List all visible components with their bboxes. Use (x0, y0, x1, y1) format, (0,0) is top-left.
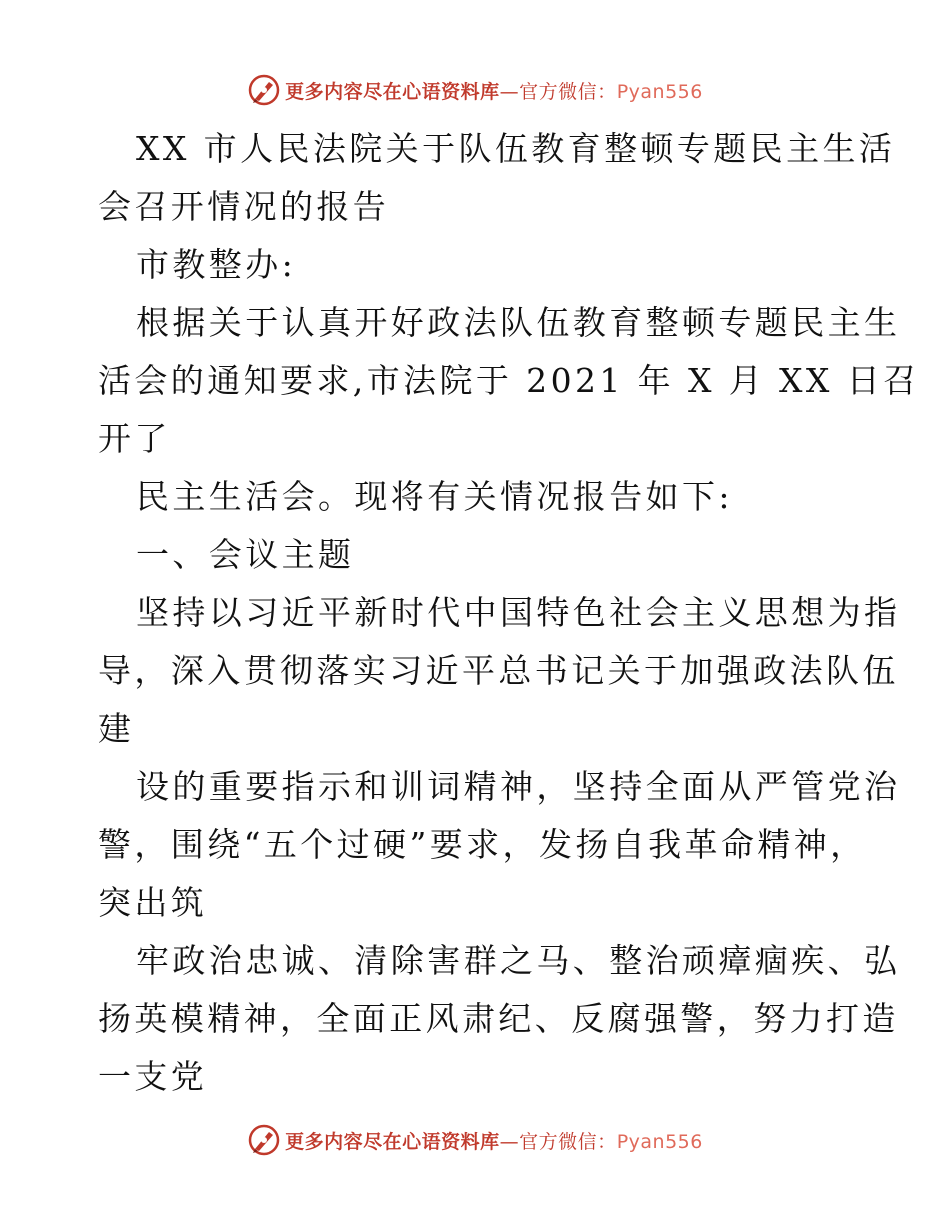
doc-line: 建 (98, 709, 135, 748)
doc-line: 警，围绕“五个过硬”要求，发扬自我革命精神， (98, 825, 867, 864)
doc-line: 牢政治忠诚、清除害群之马、整治顽瘴痼疾、弘 (136, 941, 901, 980)
doc-line: 设的重要指示和训词精神，坚持全面从严管党治 (136, 767, 901, 806)
doc-line: 坚持以习近平新时代中国特色社会主义思想为指 (136, 593, 901, 632)
doc-line: 一、会议主题 (136, 535, 355, 574)
watermark-text: 更多内容尽在心语资料库—官方微信：Pyan556 (285, 80, 703, 103)
pen-logo-icon (247, 73, 281, 107)
document-body (98, 120, 920, 1106)
pen-logo-icon (247, 1123, 281, 1157)
watermark-text: 更多内容尽在心语资料库—官方微信：Pyan556 (285, 1130, 703, 1153)
watermark-footer (0, 1120, 950, 1160)
doc-line: 活会的通知要求,市法院于 2021 年 X 月 XX 日召 (98, 361, 920, 400)
doc-line: 扬英模精神，全面正风肃纪、反腐强警，努力打造 (98, 999, 899, 1038)
doc-line: 民主生活会。现将有关情况报告如下: (136, 477, 733, 516)
doc-line: 一支党 (98, 1057, 208, 1096)
doc-line: 开了 (98, 419, 171, 458)
doc-line: 市教整办: (136, 245, 297, 284)
doc-line: XX 市人民法院关于队伍教育整顿专题民主生活 (136, 129, 896, 168)
doc-line: 导，深入贯彻落实习近平总书记关于加强政法队伍 (98, 651, 899, 690)
doc-line: 根据关于认真开好政法队伍教育整顿专题民主生 (136, 303, 901, 342)
doc-line: 突出筑 (98, 883, 208, 922)
doc-line: 会召开情况的报告 (98, 187, 390, 226)
watermark-header (0, 70, 950, 110)
